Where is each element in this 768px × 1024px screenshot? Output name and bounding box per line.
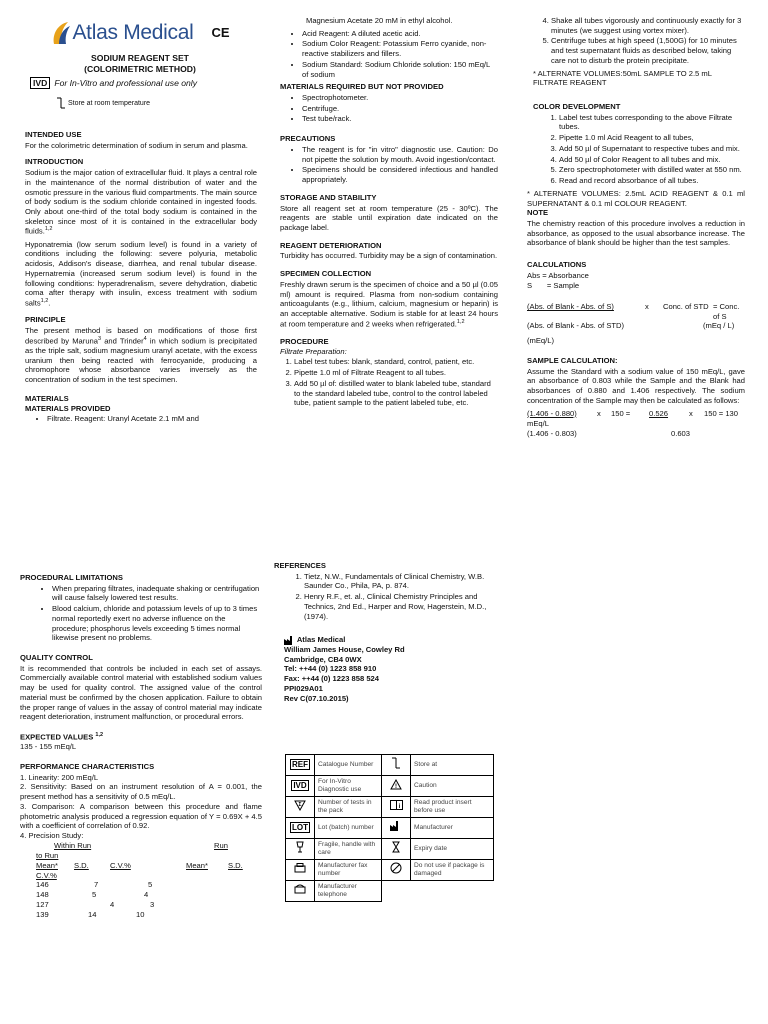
performance-item: 4. Precision Study:	[20, 831, 84, 841]
list-item: • Centrifuge.	[302, 104, 498, 114]
sample-times-1: x	[597, 408, 601, 418]
limitations-list	[20, 584, 262, 643]
precision-cv-header: C.V.%	[36, 870, 57, 880]
ivd-icon: IVD	[286, 776, 315, 797]
table-row: 139 14 10	[36, 910, 145, 920]
list-item: 3. Add 50 µl of: distilled water to blank labeled tube, standard to the standard labeled tube, control to the control labeled tube, patient sample to the patient labeled tube, etc.	[294, 379, 498, 408]
materials-provided-heading: MATERIALS PROVIDED	[25, 403, 111, 413]
expected-values-heading: EXPECTED VALUES $^{1,2}$	[20, 732, 104, 742]
store-text: Store at room temperature	[67, 99, 151, 107]
address-line: William James House, Cowley Rd	[284, 645, 405, 655]
calculations-heading: CALCULATIONS	[527, 260, 587, 270]
table-row: Fragile, handle with care Expiry date	[286, 839, 494, 860]
limitations-heading: PROCEDURAL LIMITATIONS	[20, 573, 123, 582]
intended-use-heading: INTENDED USE	[25, 130, 82, 139]
deterioration-text: Turbidity has occurred. Turbidity may be a sign of contamination.	[280, 251, 498, 261]
table-row: 127 4 3	[36, 900, 155, 910]
deterioration-heading: REAGENT DETERIORATION	[280, 240, 382, 250]
table-row: 148 5 4	[36, 890, 149, 900]
sample-times-2: x	[689, 408, 693, 418]
list-item: • Sodium Standard: Sodium Chloride solution: 150 mEq/L of sodium	[302, 60, 498, 79]
materials-continued: Magnesium Acetate 20 mM in ethyl alcohol.	[306, 16, 453, 25]
factory-icon	[382, 818, 411, 839]
formula-times: x	[645, 302, 649, 312]
fax-icon	[286, 860, 315, 881]
table-row: REF Catalogue Number Store at	[286, 755, 494, 776]
sample-numerator: (1.406 - 0.880)	[527, 408, 577, 418]
sample-150: 150 =	[611, 408, 631, 418]
required-list	[280, 93, 498, 124]
note-text: The chemistry reaction of this procedure involves a reduction in absorbance, as opposed to the usual absorbance increase. The absorbance of blank should be higher than the test samples.	[527, 218, 745, 248]
manufacturer-block	[284, 635, 494, 703]
procedure-steps-continued	[527, 16, 745, 66]
table-row: 146 7 5	[36, 880, 153, 890]
list-item: • Spectrophotometer.	[302, 93, 498, 103]
factory-icon	[284, 636, 295, 645]
list-item: 2. Pipette 1.0 ml of Filtrate Reagent to all tubes.	[294, 368, 498, 378]
list-item: 6. Read and record absorbance of all tubes.	[559, 176, 745, 186]
fragile-icon	[286, 839, 315, 860]
sample-result: 150 = 130	[704, 408, 738, 418]
precision-col-header: S.D.	[228, 860, 243, 870]
storage-text: Store all reagent set at room temperature (25 - 30ºC). The reagents are stable until expiration date indicated on the package label.	[280, 203, 498, 232]
logo	[20, 20, 260, 47]
symbols-table	[285, 754, 494, 902]
list-item: • Test tube/rack.	[302, 114, 498, 124]
formula-denominator: (Abs. of Blank - Abs. of STD)	[527, 321, 625, 331]
performance-item: 3. Comparison: A comparison between this procedure and flame photometric analysis produced a regression equation of Y = 0.69X + 4.5 with a coefficient of correlation of 0.92.	[20, 801, 262, 831]
ivd-row	[30, 78, 260, 89]
calc-abs-definition: Abs = Absorbance	[527, 270, 589, 280]
column-3	[527, 16, 745, 447]
principle-heading: PRINCIPLE	[25, 315, 66, 325]
ref-icon: REF	[286, 755, 315, 776]
tests-count-icon	[286, 797, 315, 818]
procedure-subheading: Filtrate Preparation:	[280, 346, 347, 356]
intended-use-text: For the colorimetric determination of sodium in serum and plasma.	[25, 140, 248, 150]
table-row: Manufacturer telephone	[286, 881, 494, 902]
phone-line: Tel: ++44 (0) 1223 858 910	[284, 664, 377, 674]
required-heading: MATERIALS REQUIRED BUT NOT PROVIDED	[280, 82, 444, 92]
column-2	[280, 16, 498, 411]
procedure-heading: PROCEDURE	[280, 336, 329, 346]
column-5	[274, 561, 494, 703]
sample-calc-heading: SAMPLE CALCULATION:	[527, 355, 618, 365]
precision-col-header: C.V.%	[110, 860, 131, 870]
svg-text:Σ: Σ	[298, 801, 302, 808]
list-item: • Acid Reagent: A diluted acetic acid.	[302, 29, 498, 39]
references-heading: REFERENCES	[274, 561, 326, 570]
precision-col-header: Mean*	[36, 860, 58, 870]
list-item: • Filtrate. Reagent: Uranyl Acetate 2.1 mM and	[47, 414, 257, 424]
list-item: 3. Add 50 µl of Supernatant to respective tubes and mix.	[559, 144, 745, 154]
list-item: 2. Pipette 1.0 ml Acid Reagent to all tubes,	[559, 133, 745, 143]
store-row	[56, 97, 260, 109]
sample-0603: 0.603	[671, 428, 691, 438]
company-name: Atlas Medical	[284, 635, 494, 645]
svg-text:i: i	[398, 804, 400, 811]
logo-text: Atlas Medical	[72, 21, 194, 44]
svg-text:!: !	[395, 783, 397, 790]
alt-volumes-1b: FILTRATE REAGENT	[533, 78, 607, 88]
note-heading: NOTE	[527, 208, 549, 218]
calc-formula	[527, 302, 745, 336]
quality-control-text: It is recommended that controls be included in each set of assays. Commercially available control material with established sodium values may be used for quality control. The assigned value of the control material must be confirmed by the chosen application. Failure to obtain the proper range of values in the assay of control material may indicate reagent deterioration, instrument malfunction, or procedural errors.	[20, 663, 262, 722]
reference-item: 1. Tietz, N.W., Fundamentals of Clinical Chemistry, W.B. Saunder Co., Phila, PA, p. 874.	[304, 572, 494, 591]
formula-unit: (mEq / L)	[703, 321, 735, 331]
references-list	[274, 572, 494, 622]
list-item: 5. Zero spectrophotometer with distilled water at 550 nm.	[559, 165, 745, 175]
color-development-heading: COLOR DEVELOPMENT	[533, 102, 621, 112]
precision-within-run: Within Run	[54, 840, 92, 850]
materials-list-continued	[280, 29, 498, 80]
sample-calc-formula	[527, 409, 745, 447]
list-item: 4. Add 50 µl of Color Reagent to all tubes and mix.	[559, 155, 745, 165]
expected-values-text: 135 - 155 mEq/L	[20, 742, 77, 752]
table-row: Manufacturer fax number Do not use if package is damaged	[286, 860, 494, 881]
phone-icon	[286, 881, 315, 902]
caution-icon	[382, 776, 411, 797]
ce-mark: CE	[211, 25, 230, 41]
sample-denominator: (1.406 - 0.803)	[527, 428, 577, 438]
list-item: • Blood calcium, chloride and potassium levels of up to 3 times normal reportedly exert no adverse influence on the procedure; phosphorus levels exceeding 5 times normal likewise present no problems.	[52, 604, 262, 643]
list-item: 4. Shake all tubes vigorously and continuously exactly for 3 minutes (we suggest using vortex mixer).	[551, 16, 745, 35]
thermometer-icon	[382, 755, 411, 776]
address-line: Cambridge, CB4 0WX	[284, 654, 362, 664]
list-item: • When preparing filtrates, inadequate shaking or centrifugation will cause falsely lowered test results.	[52, 584, 262, 603]
column-1	[25, 130, 257, 427]
calc-s-definition: S = Sample	[527, 280, 580, 290]
atlas-logo-icon	[50, 20, 72, 46]
revision: Rev C(07.10.2015)	[284, 693, 349, 703]
table-row: LOT Lot (batch) number Manufacturer	[286, 818, 494, 839]
list-item: • Specimens should be considered infectious and handled appropriately.	[302, 165, 498, 184]
sample-calc-text: Assume the Standard with a sodium value of 150 mEq/L, gave an absorbance of 0.803 while the Sample and the Blank had absorbances of 0.880 and 1.406 respectively. The sodium concentration of the Sample may then be calculated as follows:	[527, 366, 745, 405]
list-item: 1. Label test tubes corresponding to the above Filtrate tubes.	[559, 113, 745, 132]
sample-unit: mEq/L	[527, 418, 549, 428]
formula-numerator: (Abs. of Blank - Abs. of S)	[527, 302, 614, 312]
precision-run: Run	[214, 840, 228, 850]
header	[20, 14, 260, 119]
introduction-heading: INTRODUCTION	[25, 157, 84, 167]
formula-result: = Conc. of S	[713, 302, 740, 321]
principle-text: The present method is based on modifications of those first described by Maruna$^3$ and Trinder$^4$ in which sodium is precipitated as the triple salt, sodium magnesium uranyl acetate, with the excess uranium then being reacted with ferrocyanide, producing a chromophore whose absorbance varies inversely as the concentration of sodium in the test specimen.	[25, 326, 257, 385]
performance-heading: PERFORMANCE CHARACTERISTICS	[20, 762, 155, 772]
intro-paragraph-2: Hyponatremia (low serum sodium level) is found in a variety of conditions including the following: severe polyuria, metabolic acidosis, Addison's disease, diarrhea, and renal tubular disease. Hypernatremia (increased serum sodium level) is found in the following conditions: hyperadrenalism, severe dehydration, diabetic coma after therapy with insulin, excess treatment with sodium salts$^{1,2}$.	[25, 239, 257, 308]
specimen-text: Freshly drawn serum is the specimen of choice and a 50 µl (0.05 ml) amount is required. Plasma from non-sodium containing anticoagulants (e.g., lithium, calcium, magnesium or heparin) is an acceptable alternative. Sodium is stable for at least 24 hours at room temperature and 2 weeks when refrigerated.$^{1,2}$	[280, 279, 498, 329]
storage-heading: STORAGE AND STABILITY	[280, 192, 377, 202]
ivd-badge: IVD	[30, 77, 50, 89]
alt-volumes-2: * ALTERNATE VOLUMES: 2.5mL ACID REAGENT & 0.1 ml SUPERNATANT & 0.1 ml COLOUR REAGENT.	[527, 188, 745, 208]
hourglass-icon	[382, 839, 411, 860]
list-item: 5. Centrifuge tubes at high speed (1,500G) for 10 minutes and test supernatant fluids as described below, taking care not to disturb the protein precipitate.	[551, 36, 745, 65]
intro-paragraph-1: Sodium is the major cation of extracellular fluid. It plays a central role in the maintenance of the normal distribution of water and the osmotic pressure in the various fluid compartments. The main source of body sodium is the sodium chloride contained in ingested foods. Only about one-third of the total body sodium is contained in the skeleton since most of it is contained in the extracellular body fluids.$^{1,2}$	[25, 168, 257, 236]
precautions-list	[280, 145, 498, 185]
column-4	[20, 573, 262, 920]
thermometer-icon	[56, 97, 66, 109]
reference-item: 2. Henry R.F., et. al., Clinical Chemistry Principles and Technics, 2nd Ed., Harper and Row, Hagerstein, M.D., (1974).	[304, 592, 494, 621]
performance-item: 2. Sensitivity: Based on an instrument resolution of A = 0.001, the present method has a sensitivity of 0.5 mEq/L.	[20, 782, 262, 802]
precision-col-header: S.D.	[74, 860, 89, 870]
damaged-package-icon	[382, 860, 411, 881]
list-item: 1. Label test tubes: blank, standard, control, patient, etc.	[294, 357, 498, 367]
specimen-heading: SPECIMEN COLLECTION	[280, 269, 372, 279]
lot-icon: LOT	[286, 818, 315, 839]
ivd-text: For In-Vitro and professional use only	[54, 77, 197, 88]
list-item: • Sodium Color Reagent: Potassium Ferro cyanide, non-reactive stabilizers and fillers.	[302, 39, 498, 58]
formula-std: Conc. of STD	[663, 302, 709, 312]
fax-line: Fax: ++44 (0) 1223 858 524	[284, 674, 379, 684]
materials-heading: MATERIALS	[25, 393, 69, 403]
book-icon	[382, 797, 411, 818]
formula-unit-2: (mEq/L)	[527, 336, 555, 346]
procedure-steps	[280, 357, 498, 408]
quality-control-heading: QUALITY CONTROL	[20, 653, 93, 663]
list-item: • The reagent is for "in vitro" diagnostic use. Caution: Do not pipette the solution by mouth. Avoid ingestion/contact.	[302, 145, 498, 164]
precision-table	[20, 841, 262, 920]
sample-0526: 0.526	[649, 408, 669, 418]
table-row: Σ Number of tests in the pack i Read product insert before use	[286, 797, 494, 818]
precision-to-run: to Run	[36, 850, 59, 860]
precautions-heading: PRECAUTIONS	[280, 134, 336, 144]
color-development-steps	[527, 113, 745, 186]
title-line2: (COLORIMETRIC METHOD)	[84, 63, 196, 74]
table-row: IVD For In-Vitro Diagnostic use ! Caution	[286, 776, 494, 797]
materials-list	[25, 414, 257, 424]
alt-volumes-1a: * ALTERNATE VOLUMES:50mL SAMPLE TO 2.5 mL	[533, 68, 712, 78]
title-line1: SODIUM REAGENT SET	[91, 52, 189, 63]
product-code: PPI029A01	[284, 683, 323, 693]
precision-col-header: Mean*	[186, 860, 208, 870]
performance-item: 1. Linearity: 200 mEq/L	[20, 772, 99, 782]
